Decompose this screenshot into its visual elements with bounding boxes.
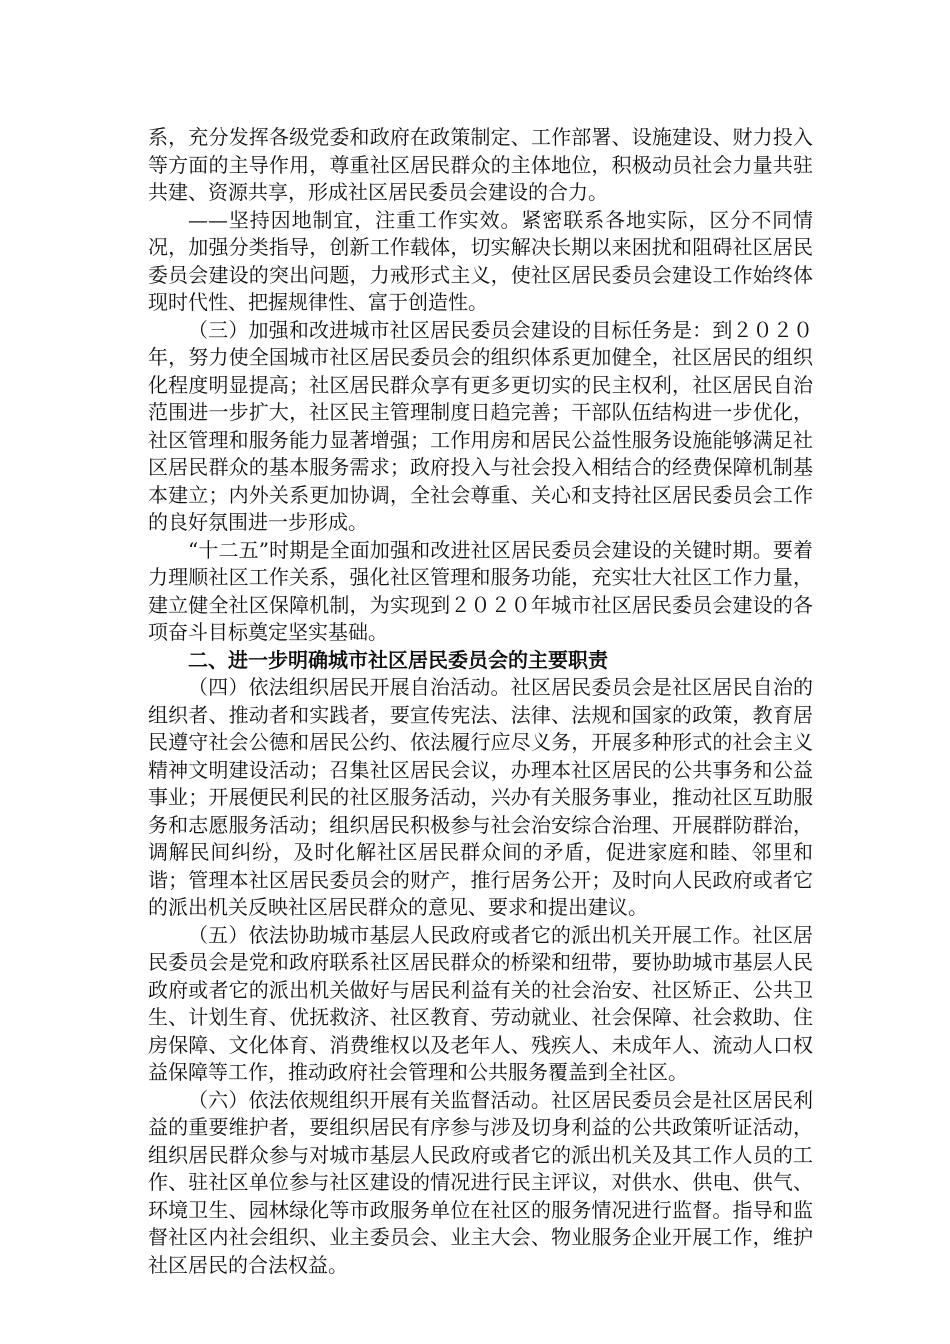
paragraph-duty-four: （四）依法组织居民开展自治活动。社区居民委员会是社区居民自治的组织者、推动者和实践者，要宣传宪法、法律、法规和国家的政策，教育居民遵守社会公德和居民公约、依法履行应尽义务，开展多种形式的社会主义精神文明建设活动；召集社区居民会议，办理本社区居民的公共事务和公益事业；开展便民利民的社区服务活动，兴办有关服务事业，推动社区互助服务和志愿服务活动；组织居民积极参与社会治安综合治理、开展群防群治，调解民间纠纷，及时化解社区居民群众间的矛盾，促进家庭和睦、邻里和谐；管理本社区居民委员会的财产，推行居务公开；及时向人民政府或者它的派出机关反映社区居民群众的意见、要求和提出建议。 bbox=[148, 675, 813, 919]
document-body bbox=[148, 124, 813, 1279]
paragraph-twelfth-five-year: “十二五”时期是全面加强和改进社区居民委员会建设的关键时期。要着力理顺社区工作关系，强化社区管理和服务功能，充实壮大社区工作力量，建立健全社区保障机制，为实现到２０２０年城市社区居民委员会建设的各项奋斗目标奠定坚实基础。 bbox=[148, 537, 813, 644]
section-heading: 二、进一步明确城市社区居民委员会的主要职责 bbox=[188, 647, 608, 672]
paragraph-continuation: 系，充分发挥各级党委和政府在政策制定、工作部署、设施建设、财力投入等方面的主导作用，尊重社区居民群众的主体地位，积极动员社会力量共驻共建、资源共享，形成社区居民委员会建设的合力。 bbox=[148, 125, 813, 204]
paragraph-duty-six: （六）依法依规组织开展有关监督活动。社区居民委员会是社区居民利益的重要维护者，要组织居民有序参与涉及切身利益的公共政策听证活动，组织居民群众参与对城市基层人民政府或者它的派出机关及其工作人员的工作、驻社区单位参与社区建设的情况进行民主评议，对供水、供电、供气、环境卫生、园林绿化等市政服务单位在社区的服务情况进行监督。指导和监督社区内社会组织、业主委员会、业主大会、物业服务企业开展工作，维护社区居民的合法权益。 bbox=[148, 1087, 813, 1277]
paragraph-goals: （三）加强和改进城市社区居民委员会建设的目标任务是：到２０２０年，努力使全国城市社区居民委员会的组织体系更加健全，社区居民的组织化程度明显提高；社区居民群众享有更多更切实的民主权利，社区居民自治范围进一步扩大，社区民主管理制度日趋完善；干部队伍结构进一步优化，社区管理和服务能力显著增强；工作用房和居民公益性服务设施能够满足社区居民群众的基本服务需求；政府投入与社会投入相结合的经费保障机制基本建立；内外关系更加协调，全社会尊重、关心和支持社区居民委员会工作的良好氛围进一步形成。 bbox=[148, 317, 813, 534]
paragraph-duty-five: （五）依法协助城市基层人民政府或者它的派出机关开展工作。社区居民委员会是党和政府联系社区居民群众的桥梁和纽带，要协助城市基层人民政府或者它的派出机关做好与居民利益有关的社会治安、社区矫正、公共卫生、计划生育、优抚救济、社区教育、劳动就业、社会保障、社会救助、住房保障、文化体育、消费维权以及老年人、残疾人、未成年人、流动人口权益保障等工作，推动政府社会管理和公共服务覆盖到全社区。 bbox=[148, 922, 813, 1084]
paragraph-principle: ——坚持因地制宜，注重工作实效。紧密联系各地实际，区分不同情况，加强分类指导，创新工作载体，切实解决长期以来困扰和阻碍社区居民委员会建设的突出问题，力戒形式主义，使社区居民委员会建设工作始终体现时代性、把握规律性、富于创造性。 bbox=[148, 207, 813, 314]
